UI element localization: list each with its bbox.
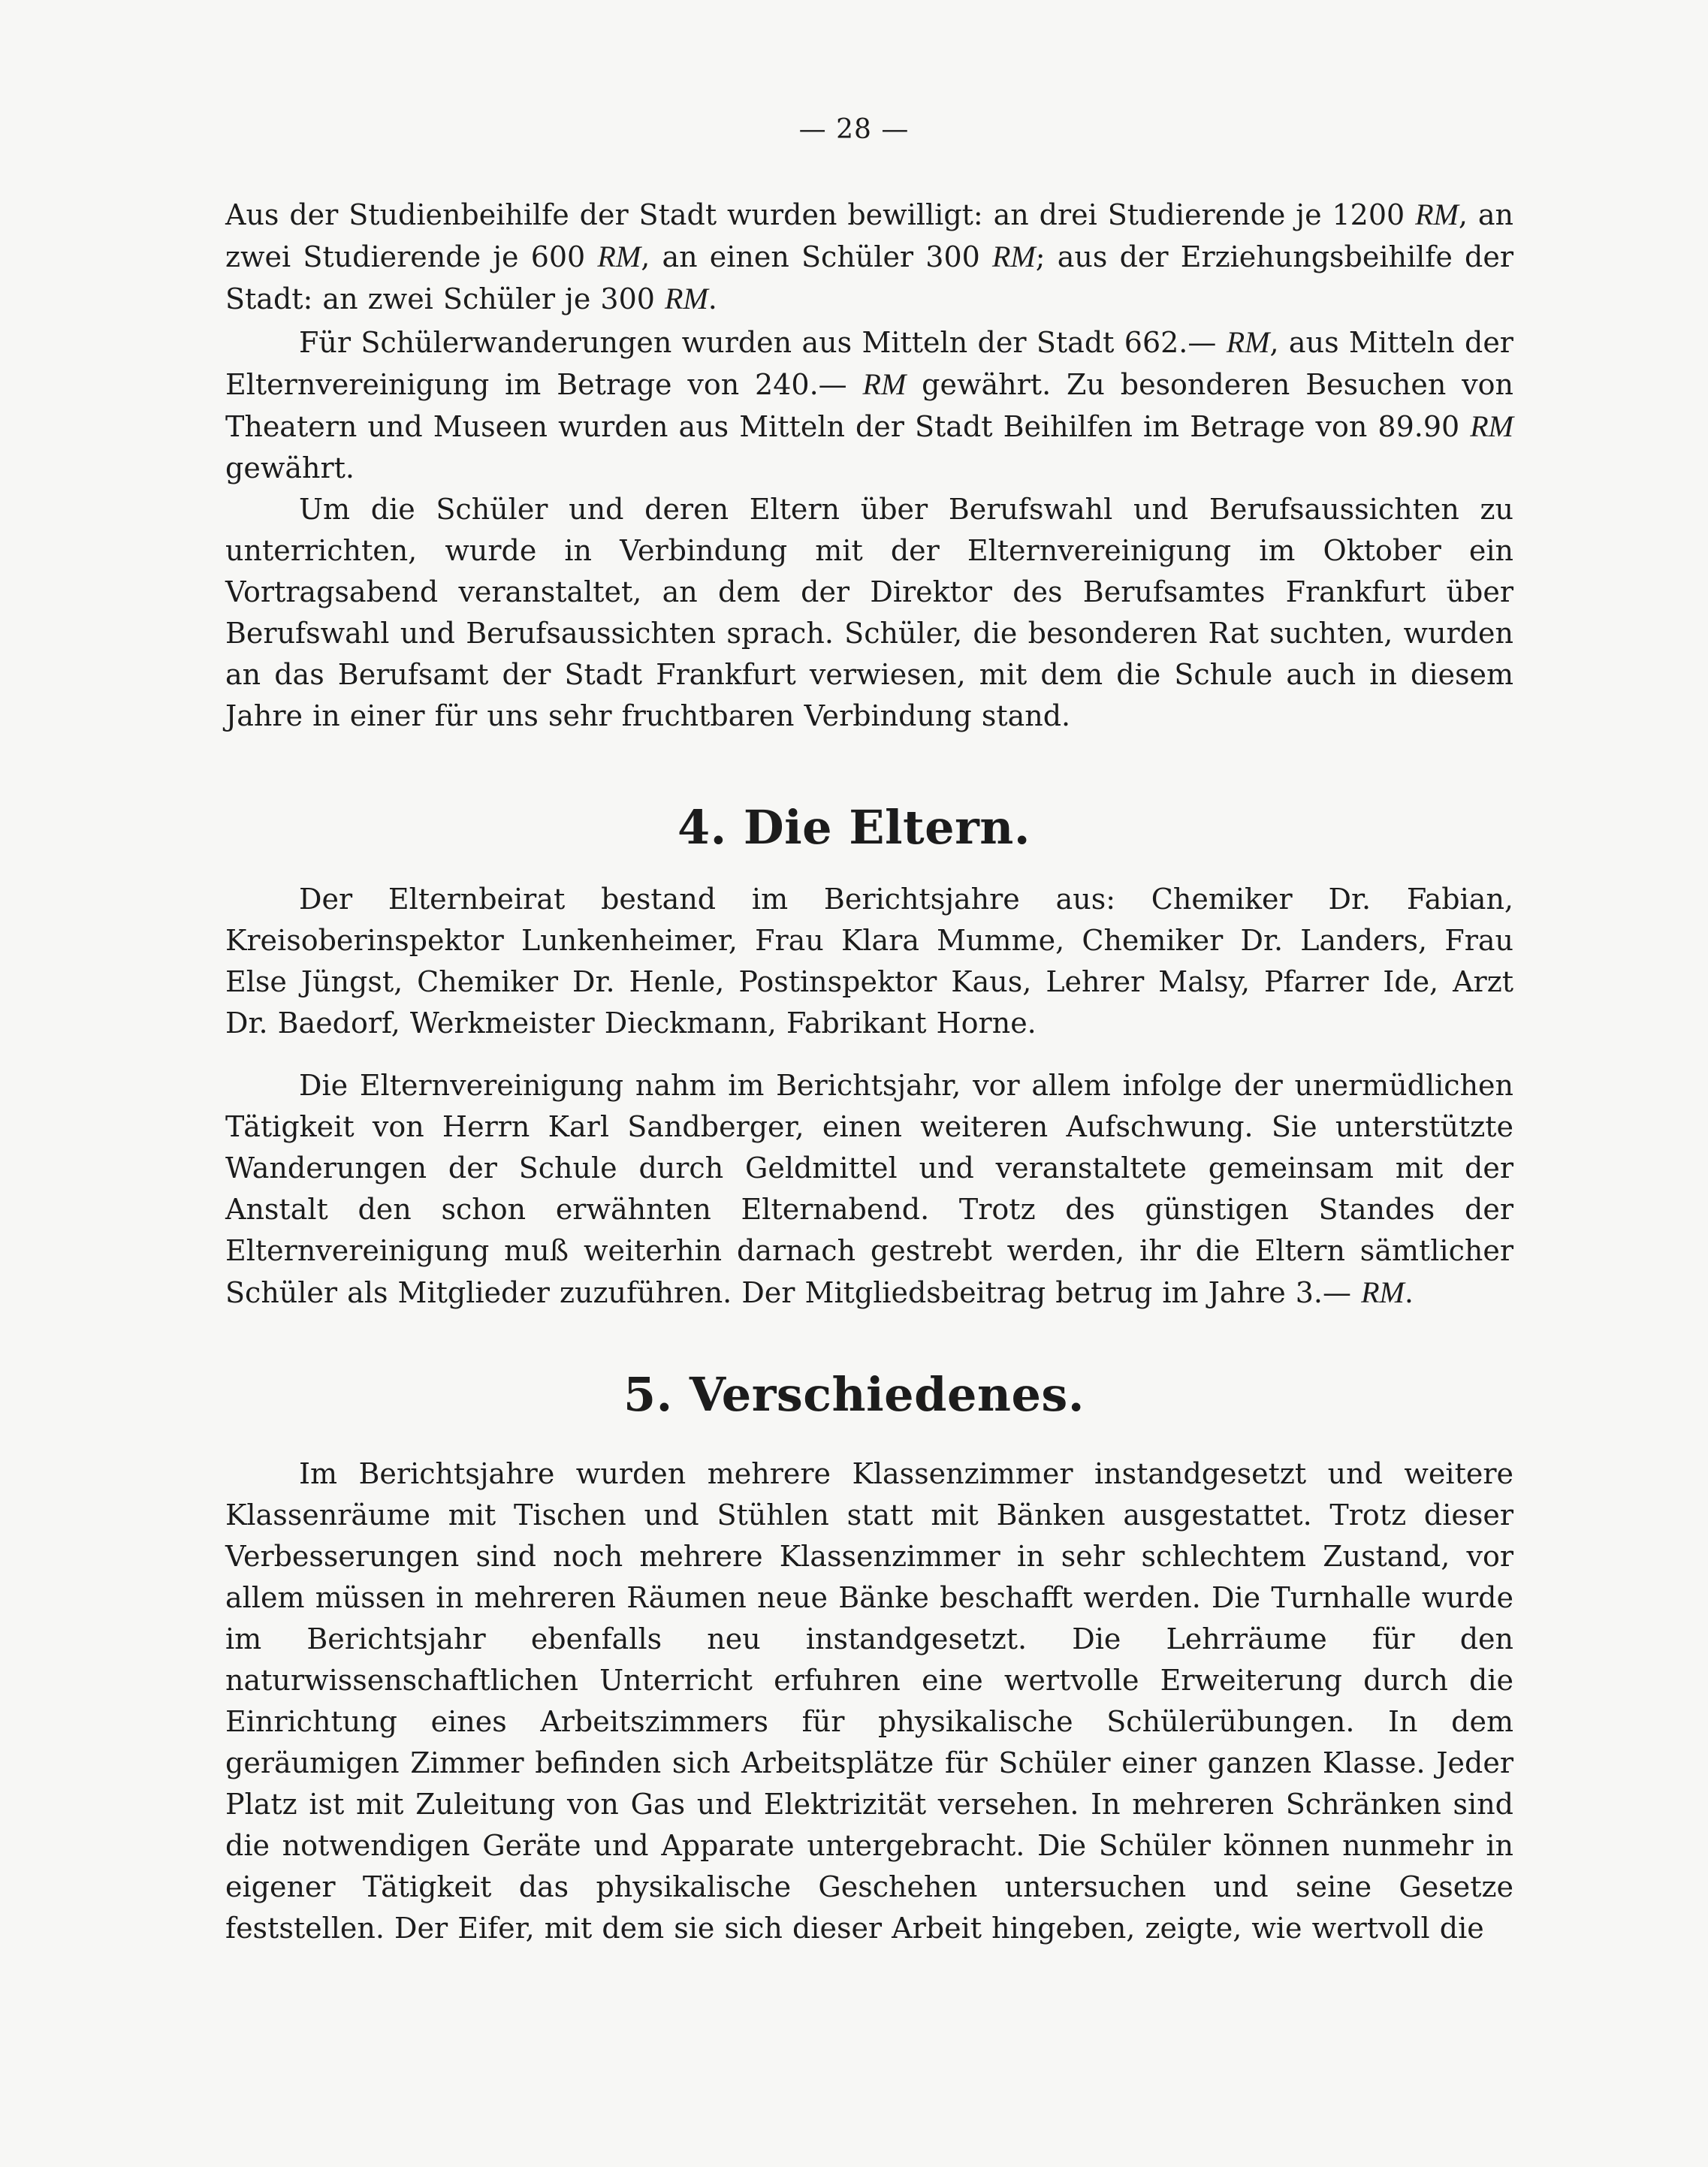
text-segment: , an zwei Studierende je 600 (225, 198, 1513, 273)
text-segment: Der Elternbeirat bestand im Berichtsjahre aus: Chemiker Dr. Fabian, Kreisoberinspektor Lunkenheimer, Frau Klara Mumme, Chemiker Dr. Landers, Frau Else Jüngst, Chemiker Dr. Henle, Postinspektor Kaus, Lehrer Malsy, Pfarrer Ide, Arzt Dr. Baedorf, Werkmeister Dieckmann, Fabrikant Horne. (225, 883, 1513, 1040)
currency-rm: RM (992, 240, 1036, 273)
currency-rm: RM (862, 367, 907, 401)
currency-rm: RM (1226, 325, 1270, 359)
paragraph-klassenzimmer (225, 1453, 1513, 1949)
section-heading-verschiedenes: 5. Verschiedenes. (623, 1367, 1085, 1422)
text-segment: . (708, 282, 717, 315)
text-segment: Für Schülerwanderungen wurden aus Mitteln der Stadt 662.— (299, 326, 1227, 359)
paragraph-text (225, 489, 1513, 737)
paragraph-berufswahl (225, 489, 1513, 737)
paragraph-text (225, 321, 1513, 489)
currency-rm: RM (597, 240, 641, 273)
paragraph-elternbeirat (225, 879, 1513, 1044)
paragraph-text (225, 194, 1513, 320)
paragraph-text (225, 1453, 1513, 1949)
text-segment: ; aus der Erziehungsbeihilfe der Stadt: an zwei Schüler je 300 (225, 240, 1514, 315)
paragraph-text (225, 1065, 1513, 1314)
text-segment: . (1404, 1276, 1414, 1309)
text-segment: , an einen Schüler 300 (641, 240, 992, 273)
paragraph-text (225, 879, 1513, 1044)
currency-rm: RM (665, 282, 708, 315)
text-segment: Aus der Studienbeihilfe der Stadt wurden bewilligt: an drei Studierende je 1200 (225, 198, 1416, 231)
section-heading-eltern: 4. Die Eltern. (677, 800, 1031, 855)
text-segment: Um die Schüler und deren Eltern über Berufswahl und Berufsaussichten zu unterrichten, wurde in Verbindung mit der Elternvereinigung im Oktober ein Vortragsabend veranstaltet, an dem der Direktor des Berufsamtes Frankfurt über Berufswahl und Berufsaussichten sprach. Schüler, die besonderen Rat suchten, wurden an das Berufsamt der Stadt Frankfurt verwiesen, mit dem die Schule auch in diesem Jahre in einer für uns sehr fruchtbaren Verbindung stand. (225, 493, 1513, 732)
currency-rm: RM (1415, 198, 1459, 231)
currency-rm: RM (1470, 409, 1513, 443)
text-segment: gewährt. (225, 451, 355, 484)
page-number: — 28 — (798, 114, 910, 145)
paragraph-schuelerwanderungen (225, 321, 1513, 489)
text-segment: , aus Mitteln der Elternvereinigung im Betrage von 240.— (225, 326, 1513, 401)
text-segment: Im Berichtsjahre wurden mehrere Klassenzimmer instandgesetzt und weitere Klassenräume mit Tischen und Stühlen statt mit Bänken ausgestattet. Trotz dieser Verbesserungen sind noch mehrere Klassenzimmer in sehr schlechtem Zustand, vor allem müssen in mehreren Räumen neue Bänke beschafft werden. Die Turnhalle wurde im Berichtsjahr ebenfalls neu instandgesetzt. Die Lehrräume für den naturwissenschaftlichen Unterricht erfuhren eine wertvolle Erweiterung durch die Einrichtung eines Arbeitszimmers für physikalische Schülerübungen. In dem geräumigen Zimmer befinden sich Arbeitsplätze für Schüler einer ganzen Klasse. Jeder Platz ist mit Zuleitung von Gas und Elektrizität versehen. In mehreren Schränken sind die notwendigen Geräte und Apparate untergebracht. Die Schüler können nunmehr in eigener Tätigkeit das physikalische Geschehen untersuchen und seine Gesetze feststellen. Der Eifer, mit dem sie sich dieser Arbeit hingeben, zeigte, wie wertvoll die (225, 1457, 1513, 1945)
text-segment: gewährt. Zu besonderen Besuchen von Theatern und Museen wurden aus Mitteln der Stadt Beihilfen im Betrage von 89.90 (225, 368, 1513, 443)
currency-rm: RM (1361, 1275, 1405, 1309)
paragraph-studienbeihilfe (225, 194, 1513, 320)
text-segment: Die Elternvereinigung nahm im Berichtsjahr, vor allem infolge der unermüdlichen Tätigkeit von Herrn Karl Sandberger, einen weiteren Aufschwung. Sie unterstützte Wanderungen der Schule durch Geldmittel und veranstaltete gemeinsam mit der Anstalt den schon erwähnten Elternabend. Trotz des günstigen Standes der Elternvereinigung muß weiterhin darnach gestrebt werden, ihr die Eltern sämtlicher Schüler als Mitglieder zuzuführen. Der Mitgliedsbeitrag betrug im Jahre 3.— (225, 1069, 1513, 1309)
paragraph-elternvereinigung (225, 1065, 1513, 1314)
